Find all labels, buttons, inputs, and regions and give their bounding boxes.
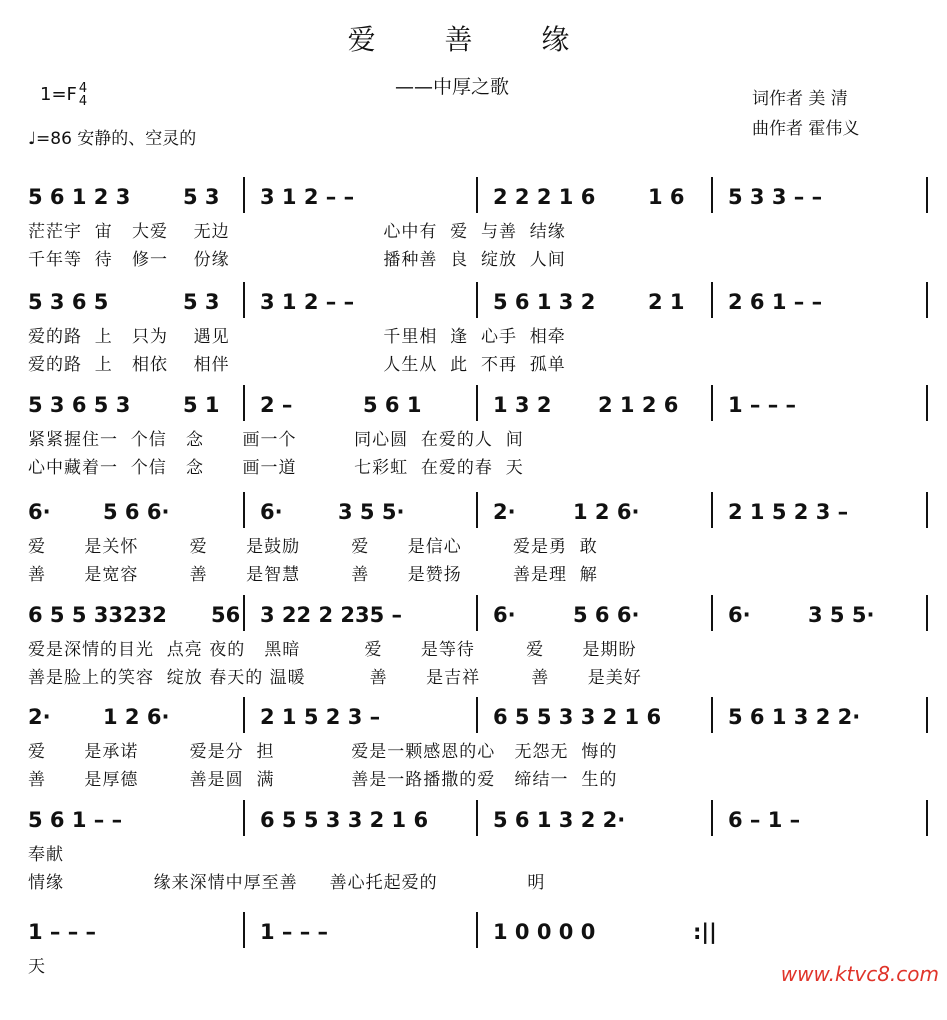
lyric-line-1: 爱 是承诺 爱是分 担 爱是一颗感恩的心 无怨无 悔的 xyxy=(28,742,618,762)
barline xyxy=(711,492,713,528)
lyric-line-2: 善 是宽容 善 是智慧 善 是赞扬 善是理 解 xyxy=(28,565,598,585)
note-group: 5 6 1 3 2 2· xyxy=(728,705,861,729)
key-signature xyxy=(40,82,87,108)
lyric-line-1: 爱是深情的目光 点亮 夜的 黑暗 爱 是等待 爱 是期盼 xyxy=(28,640,637,660)
barline xyxy=(711,595,713,631)
lyric-line-2: 善 是厚德 善是圆 满 善是一路播撒的爱 缔结一 生的 xyxy=(28,770,618,790)
score-row xyxy=(0,500,947,600)
note-group: 2 – xyxy=(260,393,293,417)
note-group: 6· xyxy=(728,603,751,627)
barline xyxy=(926,595,928,631)
score-row xyxy=(0,185,947,285)
note-group: 3 5 5· xyxy=(338,500,405,524)
note-group: 5 6 1 xyxy=(363,393,422,417)
note-group: 1 3 2 xyxy=(493,393,552,417)
note-group: 5 3 xyxy=(183,185,220,209)
barline xyxy=(476,282,478,318)
song-subtitle: ——中厚之歌 xyxy=(395,76,510,98)
key-label: 1=F xyxy=(40,84,77,105)
note-group: 56 xyxy=(211,603,241,627)
note-group: 6 5 5 3 3 2 1 6 xyxy=(260,808,429,832)
lyric-line-1: 紧紧握住一 个信 念 画一个 同心圆 在爱的人 间 xyxy=(28,430,524,450)
composer-credit: 曲作者 霍伟义 xyxy=(752,119,860,139)
lyric-line-2: 千年等 待 修一 份缘 播种善 良 绽放 人间 xyxy=(28,250,566,270)
barline xyxy=(711,800,713,836)
note-group: 5 3 6 5 xyxy=(28,290,109,314)
note-group: 2· xyxy=(493,500,516,524)
note-group: 2· xyxy=(28,705,51,729)
note-group: 6· xyxy=(28,500,51,524)
note-group: 5 6 6· xyxy=(103,500,170,524)
note-group: 2 1 xyxy=(648,290,685,314)
barline xyxy=(926,800,928,836)
score-row xyxy=(0,603,947,703)
barline xyxy=(926,385,928,421)
lyric-line-1: 天 xyxy=(28,957,46,977)
note-group: 1 2 6· xyxy=(103,705,170,729)
note-group: 1 – – – xyxy=(28,920,97,944)
time-bottom: 4 xyxy=(78,94,88,109)
score-row xyxy=(0,808,947,908)
note-group: 2 1 5 2 3 – xyxy=(260,705,381,729)
song-title: 爱 善 缘 xyxy=(347,23,600,56)
lyric-line-2: 心中藏着一 个信 念 画一道 七彩虹 在爱的春 天 xyxy=(28,458,524,478)
lyric-line-1: 奉献 xyxy=(28,845,64,865)
note-group: 6· xyxy=(260,500,283,524)
barline xyxy=(711,177,713,213)
lyricist-credit: 词作者 美 清 xyxy=(752,89,848,109)
lyric-line-2: 情缘 缘来深情中厚至善 善心托起爱的 明 xyxy=(28,873,546,893)
note-group: 2 1 5 2 3 – xyxy=(728,500,849,524)
barline xyxy=(476,912,478,948)
note-group: 3 22 2 235 – xyxy=(260,603,403,627)
note-group: 2 6 1 – – xyxy=(728,290,823,314)
barline xyxy=(926,177,928,213)
watermark: www.ktvc8.com xyxy=(780,962,939,986)
note-group: 3 1 2 – – xyxy=(260,290,355,314)
lyric-line-1: 茫茫宇 宙 大爱 无边 心中有 爱 与善 结缘 xyxy=(28,222,566,242)
lyric-line-1: 爱的路 上 只为 遇见 千里相 逢 心手 相牵 xyxy=(28,327,566,347)
note-group: 2 1 2 6 xyxy=(598,393,679,417)
barline xyxy=(711,385,713,421)
barline xyxy=(476,177,478,213)
barline xyxy=(243,492,245,528)
score-row xyxy=(0,705,947,805)
note-group: 5 3 xyxy=(183,290,220,314)
barline xyxy=(926,492,928,528)
lyric-line-2: 爱的路 上 相依 相伴 人生从 此 不再 孤单 xyxy=(28,355,566,375)
barline xyxy=(926,282,928,318)
lyric-line-1: 爱 是关怀 爱 是鼓励 爱 是信心 爱是勇 敢 xyxy=(28,537,598,557)
note-group: 5 6 1 3 2 xyxy=(493,290,596,314)
note-group: 1 0 0 0 0 xyxy=(493,920,596,944)
note-group: 6 – 1 – xyxy=(728,808,801,832)
score-row xyxy=(0,290,947,390)
note-group: 5 6 1 – – xyxy=(28,808,123,832)
note-group: 6· xyxy=(493,603,516,627)
note-group: 1 – – – xyxy=(260,920,329,944)
note-group: 3 5 5· xyxy=(808,603,875,627)
time-top: 4 xyxy=(78,81,88,96)
barline xyxy=(926,697,928,733)
note-group: 5 6 1 3 2 2· xyxy=(493,808,626,832)
note-group: 1 2 6· xyxy=(573,500,640,524)
barline xyxy=(711,282,713,318)
note-group: 5 6 1 2 3 xyxy=(28,185,131,209)
note-group: 5 3 3 – – xyxy=(728,185,823,209)
barline xyxy=(476,595,478,631)
barline xyxy=(476,385,478,421)
note-group: 6 5 5 33232 xyxy=(28,603,167,627)
barline xyxy=(476,492,478,528)
barline xyxy=(243,385,245,421)
barline xyxy=(476,800,478,836)
repeat-end-barline: :|| xyxy=(693,920,717,944)
lyric-line-2: 善是脸上的笑容 绽放 春天的 温暖 善 是吉祥 善 是美好 xyxy=(28,668,642,688)
tempo-marking: ♩=86 安静的、空灵的 xyxy=(28,129,197,149)
note-group: 5 6 6· xyxy=(573,603,640,627)
time-signature xyxy=(79,82,87,108)
barline xyxy=(243,595,245,631)
barline xyxy=(243,912,245,948)
barline xyxy=(243,800,245,836)
note-group: 1 – – – xyxy=(728,393,797,417)
barline xyxy=(711,697,713,733)
note-group: 6 5 5 3 3 2 1 6 xyxy=(493,705,662,729)
note-group: 1 6 xyxy=(648,185,685,209)
note-group: 5 3 6 5 3 xyxy=(28,393,131,417)
barline xyxy=(476,697,478,733)
barline xyxy=(243,697,245,733)
barline xyxy=(243,177,245,213)
note-group: 2 2 2 1 6 xyxy=(493,185,596,209)
note-group: 3 1 2 – – xyxy=(260,185,355,209)
barline xyxy=(243,282,245,318)
score-row xyxy=(0,393,947,493)
note-group: 5 1 xyxy=(183,393,220,417)
